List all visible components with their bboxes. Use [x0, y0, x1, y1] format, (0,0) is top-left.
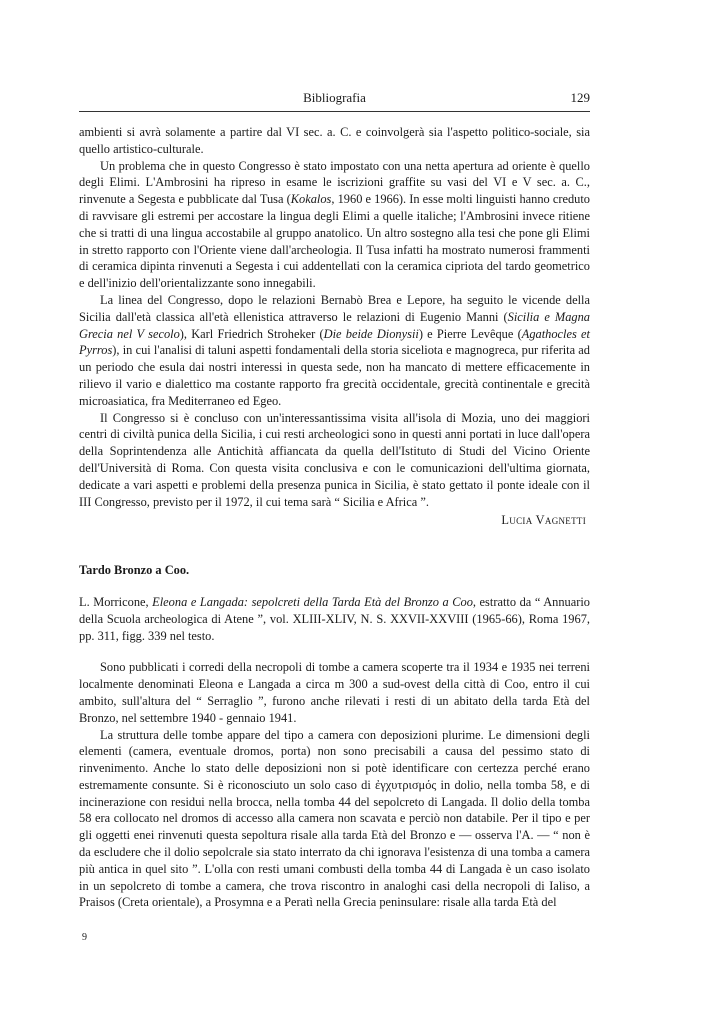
- paragraph: [79, 659, 590, 726]
- page-number: 129: [570, 90, 590, 105]
- text-run: Il Congresso si è concluso con un'interessantissima visita all'isola di Mozia, uno dei maggiori centri di civiltà punica della Sicilia, i cui resti archeologici sono in questi anni portati in luce dall'opera della Soprintendenza alle Antichità affiancata da quella dell'Istituto di Studi del Vicino Oriente dell'Università di Roma. Con questa visita conclusiva e con le comunicazioni dell'ultima giornata, dedicate a vari aspetti e problemi della presenza punica in Sicilia, è stato gettato il ponte ideale con il III Congresso, previsto per il 1972, il cui tema sarà “ Sicilia e Africa ”.: [79, 410, 590, 509]
- paragraph: [79, 727, 590, 912]
- body-text: [79, 124, 590, 911]
- header-rule: [79, 111, 590, 112]
- paragraph: [79, 292, 590, 410]
- author-signature: Lucia Vagnetti: [501, 513, 586, 528]
- text-run: Un problema che in questo Congresso è stato impostato con una netta apertura ad oriente è quello degli Elimi. L'Ambrosini ha ripreso in esame le iscrizioni graffite su vasi del VI e V sec. a. C., rinvenute a Segesta e pubblicate dal Tusa (: [79, 158, 590, 207]
- paragraph: [79, 410, 590, 511]
- italic-text: Kokalos: [290, 192, 332, 207]
- text-run: La linea del Congresso, dopo le relazioni Bernabò Brea e Lepore, ha seguito le vicende della Sicilia dall'età classica all'età ellenistica attraverso le relazioni di Eugenio Manni (: [79, 292, 590, 324]
- italic-text: Agathocles et Pyrros: [79, 326, 590, 358]
- running-title: Bibliografia: [303, 90, 366, 105]
- section-title: Tardo Bronzo a Coo.: [79, 563, 190, 578]
- paragraph: [79, 124, 590, 158]
- text-run: , 1960 e 1966). In esse molti linguisti hanno creduto di ravvisare gli estremi per accostare la lingua degli Elimi a quelle italiche; l'Ambrosini invece ritiene che si tratti di una lingua accostabile al gruppo anatolico. Un altro sostegno alla tesi che pone gli Elimi in stretto rapporto con l'Oriente viene dall'archeologia. Il Tusa infatti ha mostrato numerosi frammenti di ceramica dipinta rinvenuti a Segesta i cui addentellati con la ceramica cipriota del tardo geometrico e dell'inizio dell'orientalizzante sono innegabili.: [79, 192, 591, 291]
- text-run: ), Karl Friedrich Stroheker (: [179, 326, 324, 341]
- paragraph: [79, 158, 590, 292]
- running-header: [79, 90, 590, 110]
- bibliographic-reference: [79, 594, 590, 644]
- italic-text: Eleona e Langada: sepolcreti della Tarda Età del Bronzo a Coo: [152, 594, 473, 609]
- text-run: ) e Pierre Levêque (: [418, 326, 522, 341]
- text-run: L. Morricone,: [79, 594, 153, 609]
- text-run: , estratto da “ Annuario della Scuola archeologica di Atene ”, vol. XLIII-XLIV, N. S. XXVII-XXVIII (1965-66), Roma 1967, pp. 311, figg. 339 nel testo.: [79, 594, 590, 643]
- text-run: ambienti si avrà solamente a partire dal VI sec. a. C. e coinvolgerà sia l'aspetto politico-sociale, sia quello artistico-culturale.: [79, 125, 590, 156]
- text-run: Sono pubblicati i corredi della necropoli di tombe a camera scoperte tra il 1934 e 1935 nei terreni localmente denominati Eleona e Langada a circa m 300 a sud-ovest della città di Coo, entro il cui ambito, sull'altura del “ Serraglio ”, furono anche rilevati i resti di un abitato della tarda Età del Bronzo, nel settembre 1940 - gennaio 1941.: [79, 660, 590, 725]
- italic-text: Sicilia e Magna Grecia nel V secolo: [79, 309, 590, 341]
- text-run: ), in cui l'analisi di taluni aspetti fondamentali della storia siceliota e magnogreca, pur riferita ad un periodo che esula dai nostri interessi in questa sede, non ha mancato di mettere efficacemente in rilievo il vario e dialettico ma costante rapporto fra grecità occidentale, grecità continentale e grecità microasiatica, fra Mediterraneo ed Egeo.: [79, 343, 590, 408]
- italic-text: Die beide Dionysii: [323, 326, 419, 341]
- text-run: La struttura delle tombe appare del tipo a camera con deposizioni plurime. Le dimensioni degli elementi (camera, eventuale dromos, porta) non sono precisabili a causa del pessimo stato di rinvenimento. Anche lo stato delle deposizioni non si potè identificare con certezza perché erano estremamente consunte. Si è riconosciuto un solo caso di ἐγχυτρισμός in dolio, nella tomba 58, e di incinerazione con residui nella brocca, nella tomba 44 del sepolcreto di Langada. Il dolio della tomba 58 era collocato nel dromos di accesso alla camera non scavata e perciò non databile. Per il tipo e per gli oggetti enei rinvenuti questa sepoltura risale alla tarda Età del Bronzo e — osserva l'A. — “ non è da escludere che il dolio sepolcrale sia stato interrato da chi ignorava l'esistenza di una tomba a camera più antica in quel sito ”. L'olla con resti umani combusti della tomba 44 di Langada è un caso isolato in un sepolcreto di tombe a camera, che trova riscontro in analoghi casi della necropoli di Ialiso, a Praisos (Creta orientale), a Prosymna e a Peratì nella Grecia peninsulare: risale alla tarda Età del: [79, 727, 590, 910]
- signature-mark: 9: [82, 932, 87, 943]
